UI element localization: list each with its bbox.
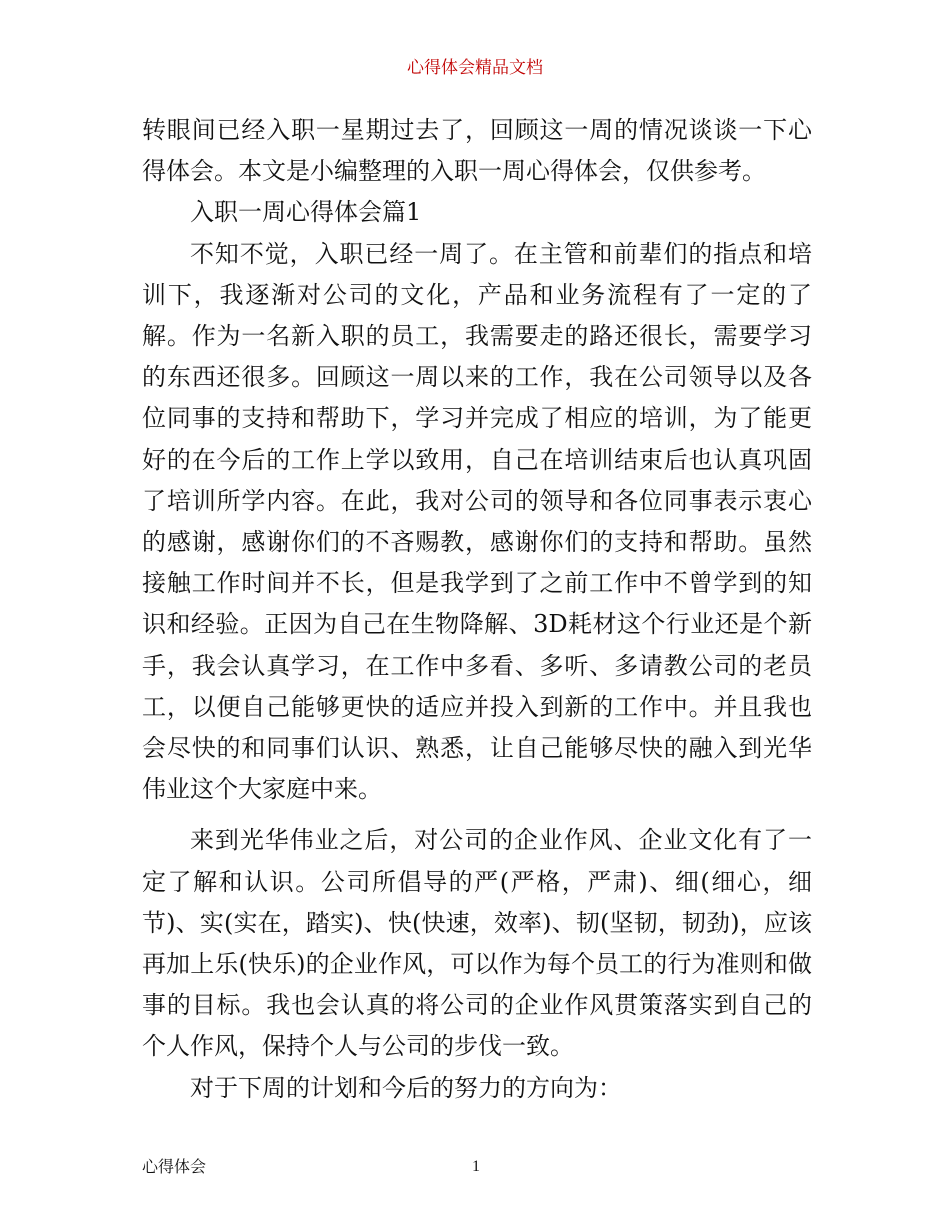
body-paragraph-1: 不知不觉，入职已经一周了。在主管和前辈们的指点和培训下，我逐渐对公司的文化，产品和业务流程有了一定的了解。作为一名新入职的员工，我需要走的路还很长，需要学习的东西还很多。回顾这一周以来的工作，我在公司领导以及各位同事的支持和帮助下，学习并完成了相应的培训，为了能更好的在今后的工作上学以致用，自己在培训结束后也认真巩固了培训所学内容。在此，我对公司的领导和各位同事表示衷心的感谢，感谢你们的不吝赐教，感谢你们的支持和帮助。虽然接触工作时间并不长，但是我学到了之前工作中不曾学到的知识和经验。正因为自己在生物降解、3D耗材这个行业还是个新手，我会认真学习，在工作中多看、多听、多请教公司的老员工，以便自己能够更快的适应并投入到新的工作中。并且我也会尽快的和同事们认识、熟悉，让自己能够尽快的融入到光华伟业这个大家庭中来。: [142, 239, 812, 804]
section-heading: 入职一周心得体会篇1: [190, 198, 422, 227]
body-paragraph-3: 对于下周的计划和今后的努力的方向为：: [190, 1073, 622, 1102]
body-paragraph-2: 来到光华伟业之后，对公司的企业作风、企业文化有了一定了解和认识。公司所倡导的严(严格，严肃)、细(细心，细节)、实(实在，踏实)、快(快速，效率)、韧(坚韧，韧劲)，应该再加上乐(快乐)的企业作风，可以作为每个员工的行为准则和做事的目标。我也会认真的将公司的企业作风贯策落实到自己的个人作风，保持个人与公司的步伐一致。: [142, 826, 812, 1061]
intro-paragraph: 转眼间已经入职一星期过去了，回顾这一周的情况谈谈一下心得体会。本文是小编整理的入职一周心得体会，仅供参考。: [142, 116, 812, 186]
page-number: 1: [472, 1158, 480, 1175]
page-footer-label: 心得体会: [142, 1157, 207, 1176]
page-header-title: 心得体会精品文档: [407, 58, 543, 78]
document-body: [142, 110, 812, 1109]
